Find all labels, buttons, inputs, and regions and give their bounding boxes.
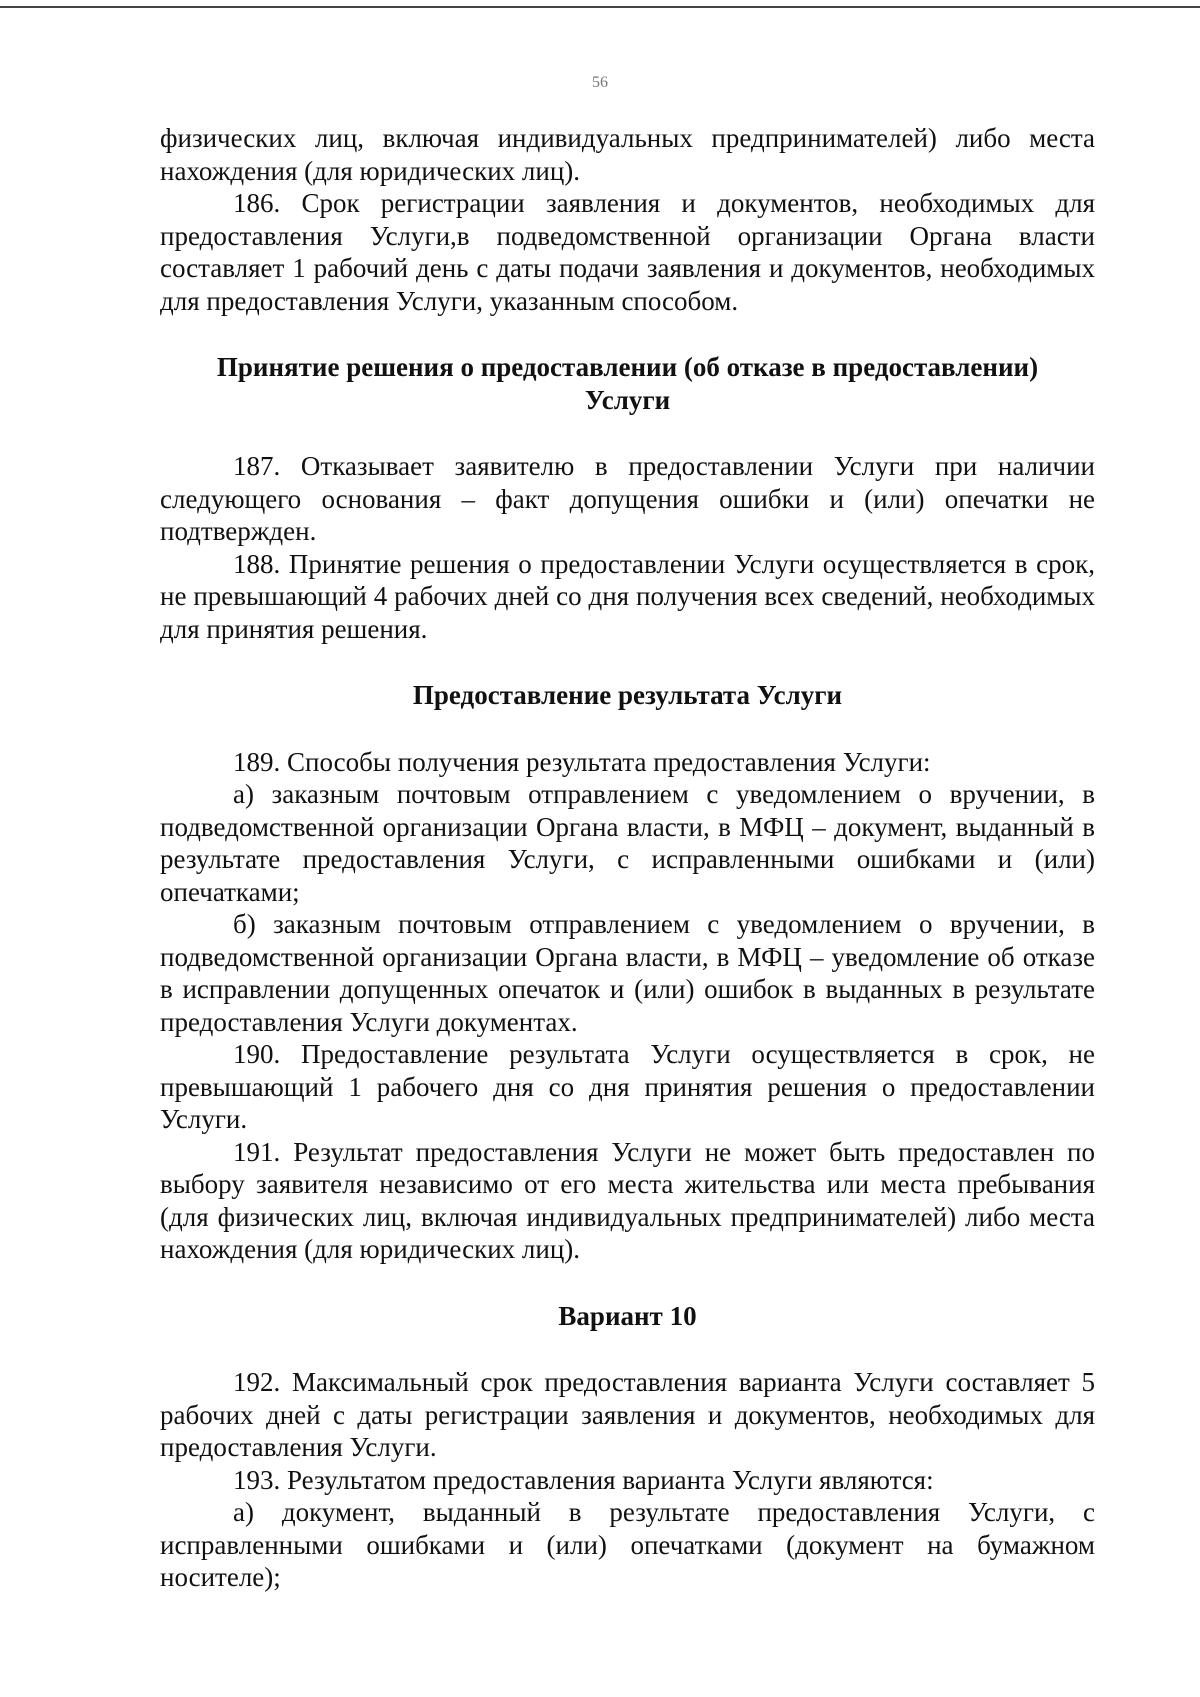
paragraph-189-a: а) заказным почтовым отправлением с уведомлением о вручении, в подведомственной организации Органа власти, в МФЦ – документ, выданный в результате предоставления Услуги, с исправленными ошибками и (или) опечатками; xyxy=(160,779,1095,907)
paragraph-187: 187. Отказывает заявителю в предоставлении Услуги при наличии следующего основания – факт допущения ошибки и (или) опечатки не подтвержден. xyxy=(160,451,1095,546)
paragraph-continuation: физических лиц, включая индивидуальных предпринимателей) либо места нахождения (для юридических лиц). xyxy=(160,123,1095,186)
paragraph-186: 186. Срок регистрации заявления и документов, необходимых для предоставления Услуги,в подведомственной организации Органа власти составляет 1 рабочий день с даты подачи заявления и документов, необходимых для предоставления Услуги, указанным способом. xyxy=(160,188,1095,316)
paragraph-191: 191. Результат предоставления Услуги не может быть предоставлен по выбору заявителя независимо от его места жительства или места пребывания (для физических лиц, включая индивидуальных предпринимателей) либо места нахождения (для юридических лиц). xyxy=(160,1136,1095,1264)
paragraph-193: 193. Результатом предоставления варианта Услуги являются: xyxy=(233,1464,934,1495)
heading-variant: Вариант 10 xyxy=(558,1300,697,1331)
paragraph-189: 189. Способы получения результата предоставления Услуги: xyxy=(233,746,931,777)
heading-decision-line2: Услуги xyxy=(584,384,671,415)
document-body xyxy=(160,122,1095,1594)
paragraph-189-b: б) заказным почтовым отправлением с уведомлением о вручении, в подведомственной организации Органа власти, в МФЦ – уведомление об отказе в исправлении допущенных опечаток и (или) ошибок в выданных в результате предоставления Услуги документах. xyxy=(160,909,1095,1037)
heading-result: Предоставление результата Услуги xyxy=(412,680,843,710)
paragraph-190: 190. Предоставление результата Услуги осуществляется в срок, не превышающий 1 рабочего дня со дня принятия решения о предоставлении Услуги. xyxy=(160,1039,1095,1134)
top-border-line xyxy=(0,6,1200,8)
paragraph-188: 188. Принятие решения о предоставлении Услуги осуществляется в срок, не превышающий 4 рабочих дней со дня получения всех сведений, необходимых для принятия решения. xyxy=(160,548,1095,644)
paragraph-193-a: а) документ, выданный в результате предоставления Услуги, с исправленными ошибками и (или) опечатками (документ на бумажном носителе); xyxy=(160,1497,1095,1592)
heading-decision-line1: Принятие решения о предоставлении (об отказе в предоставлении) xyxy=(216,352,1039,382)
paragraph-192: 192. Максимальный срок предоставления варианта Услуги составляет 5 рабочих дней с даты регистрации заявления и документов, необходимых для предоставления Услуги. xyxy=(160,1367,1095,1462)
page-number: 56 xyxy=(592,74,608,91)
